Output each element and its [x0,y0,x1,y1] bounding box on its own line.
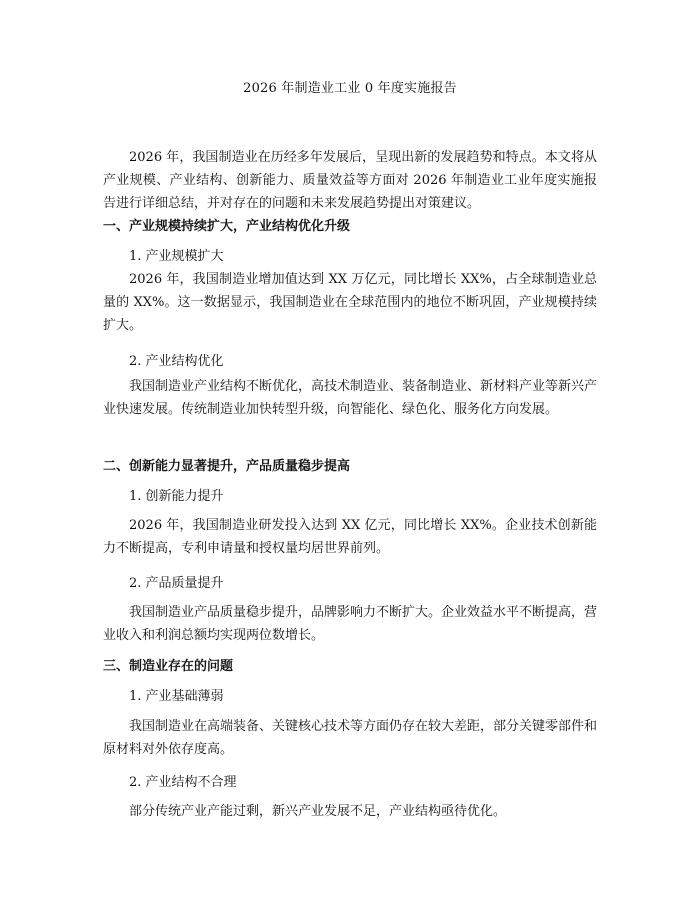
subsection-body-1-1: 2026 年，我国制造业增加值达到 XX 万亿元，同比增长 XX%，占全球制造业总量的 XX%。这一数据显示，我国制造业在全球范围内的地位不断巩固，产业规模持续扩大。 [103,272,597,333]
subsection-heading-2-2: 2. 产品质量提升 [129,576,224,591]
subsection-heading-3-1: 1. 产业基础薄弱 [129,689,224,704]
subsection-heading-1-2: 2. 产业结构优化 [129,354,224,369]
subsection-body-3-1: 我国制造业在高端装备、关键核心技术等方面仍存在较大差距，部分关键零部件和原材料对外依存度高。 [103,719,598,757]
document-title: 2026 年制造业工业 0 年度实施报告 [243,81,457,96]
subsection-heading-2-1: 1. 创新能力提升 [129,489,224,504]
subsection-heading-1-1: 1. 产业规模扩大 [129,249,224,264]
subsection-body-2-2: 我国制造业产品质量稳步提升，品牌影响力不断扩大。企业效益水平不断提高，营业收入和利润总额均实现两位数增长。 [103,605,598,643]
subsection-body-1-2: 我国制造业产业结构不断优化，高技术制造业、装备制造业、新材料产业等新兴产业快速发展。传统制造业加快转型升级，向智能化、绿色化、服务化方向发展。 [103,379,598,417]
section-heading-3: 三、制造业存在的问题 [103,659,234,674]
subsection-body-2-1: 2026 年，我国制造业研发投入达到 XX 亿元，同比增长 XX%。企业技术创新能力不断提高，专利申请量和授权量均居世界前列。 [103,518,597,556]
section-heading-1: 一、产业规模持续扩大，产业结构优化升级 [103,219,351,234]
subsection-body-3-2: 部分传统产业产能过剩，新兴产业发展不足，产业结构亟待优化。 [129,804,507,819]
section-heading-2: 二、创新能力显著提升，产品质量稳步提高 [103,459,351,474]
subsection-heading-3-2: 2. 产业结构不合理 [129,775,237,790]
intro-paragraph: 2026 年，我国制造业在历经多年发展后，呈现出新的发展趋势和特点。本文将从产业规模、产业结构、创新能力、质量效益等方面对 2026 年制造业工业年度实施报告进行详细总结，并对存在的问题和未来发展趋势提出对策建议。 [103,150,597,211]
